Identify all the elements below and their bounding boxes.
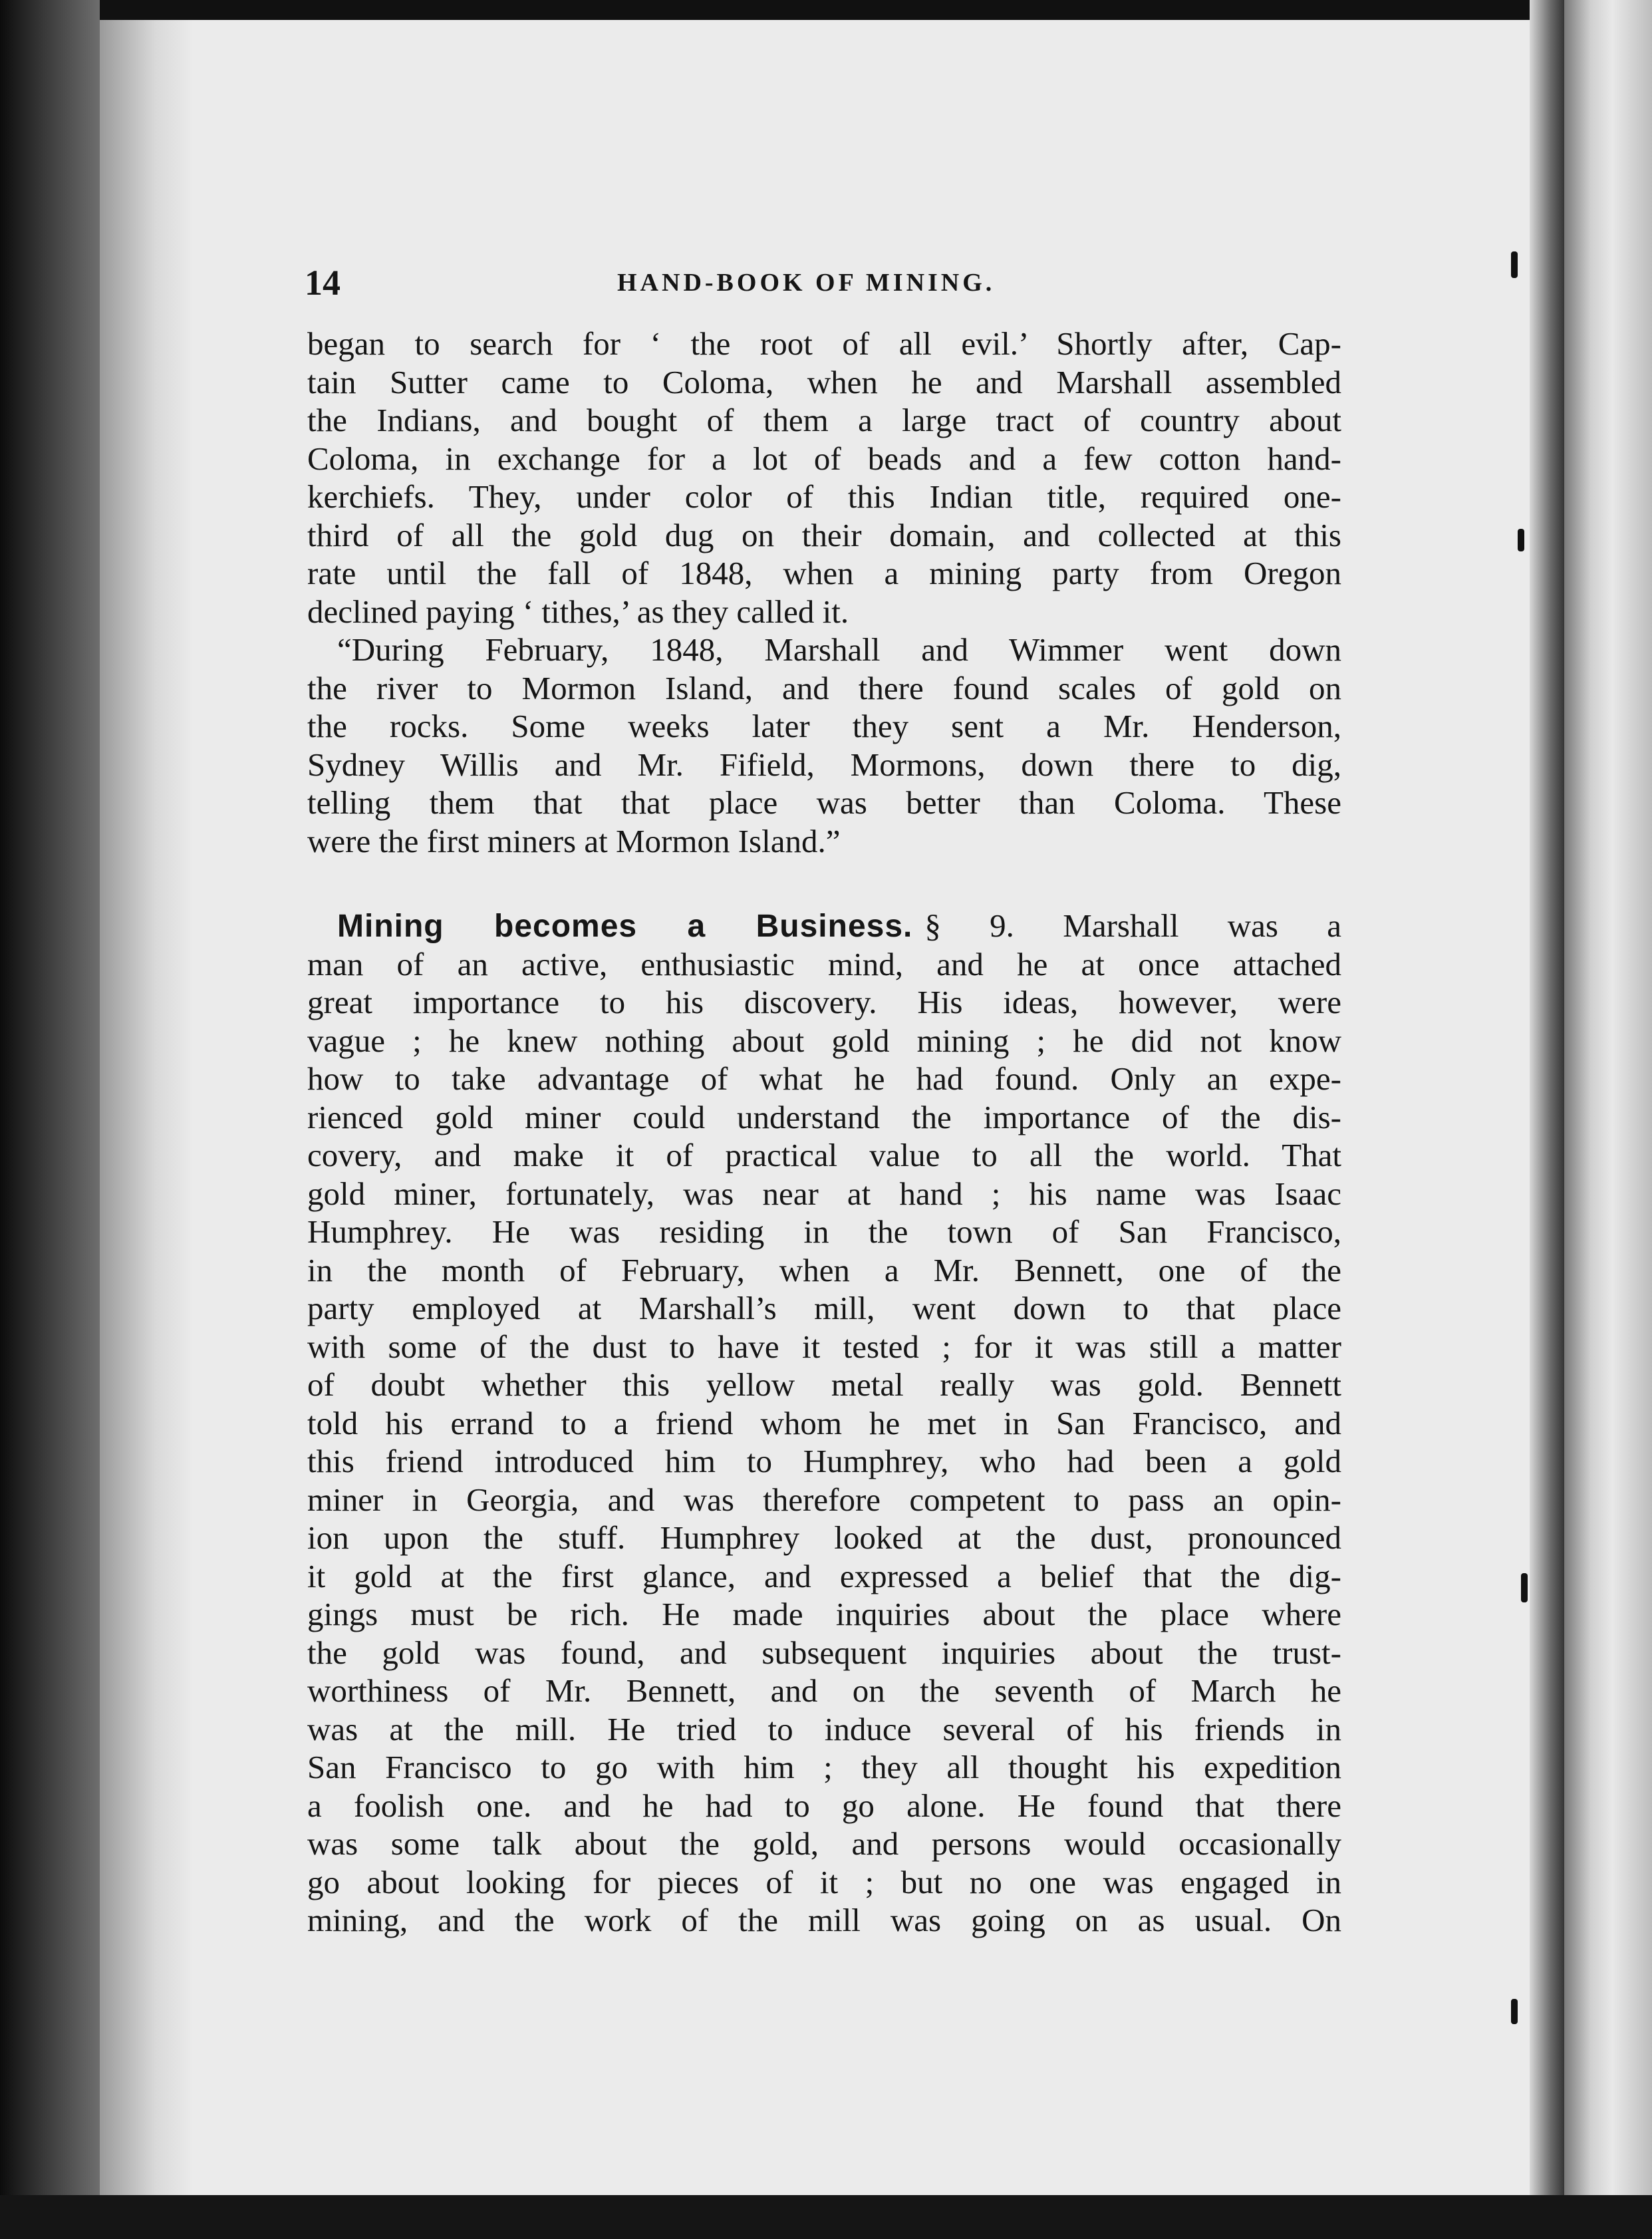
text-line: great importance to his discovery. His ideas, however, were: [307, 984, 1341, 1020]
text-line: mining, and the work of the mill was going on as usual. On: [307, 1902, 1341, 1938]
section-first-line: [307, 907, 1341, 945]
edge-mark: [1511, 251, 1518, 278]
paragraph-continued: [307, 325, 1341, 631]
text-line: miner in Georgia, and was therefore competent to pass an opin-: [307, 1481, 1341, 1518]
text-line: were the first miners at Mormon Island.”: [307, 822, 841, 859]
text-line: the gold was found, and subsequent inquiries about the trust-: [307, 1634, 1341, 1671]
text-line: Humphrey. He was residing in the town of San Francisco,: [307, 1213, 1341, 1250]
section-number: § 9.: [924, 907, 1014, 944]
text-line: tain Sutter came to Coloma, when he and Marshall assembled: [307, 363, 1341, 400]
section-title: Mining becomes a Business.: [337, 909, 913, 944]
text-line: began to search for ‘ the root of all evil.’ Shortly after, Cap-: [307, 325, 1341, 362]
text-line: rate until the fall of 1848, when a mining party from Oregon: [307, 555, 1341, 591]
scan-bottom-margin: [0, 2195, 1652, 2239]
section-spacer: [307, 860, 1341, 907]
text-line: man of an active, enthusiastic mind, and he at once attached: [307, 945, 1341, 982]
section-first-line-text: Marshall was a: [1063, 907, 1342, 944]
text-line: declined paying ‘ tithes,’ as they called it.: [307, 593, 849, 630]
edge-mark: [1518, 529, 1524, 551]
text-line: covery, and make it of practical value to all the world. That: [307, 1137, 1341, 1173]
page-header: [305, 259, 1342, 306]
text-line: “During February, 1848, Marshall and Wimmer went down: [337, 631, 1341, 668]
text-line: San Francisco to go with him ; they all thought his expedition: [307, 1749, 1341, 1785]
page-right-edge: [1530, 0, 1567, 2239]
text-line: gold miner, fortunately, was near at hand ; his name was Isaac: [307, 1175, 1341, 1212]
quoted-paragraph: [307, 631, 1341, 860]
text-line: the Indians, and bought of them a large tract of country about: [307, 402, 1341, 438]
text-line: Sydney Willis and Mr. Fifield, Mormons, down there to dig,: [307, 746, 1341, 783]
text-line: Coloma, in exchange for a lot of beads and a few cotton hand-: [307, 440, 1341, 477]
text-line: the rocks. Some weeks later they sent a Mr. Henderson,: [307, 708, 1341, 744]
scan-right-margin: [1564, 0, 1652, 2239]
text-line: vague ; he knew nothing about gold mining ; he did not know: [307, 1022, 1341, 1059]
text-line: was some talk about the gold, and persons would occasionally: [307, 1825, 1341, 1862]
text-line: ion upon the stuff. Humphrey looked at the dust, pronounced: [307, 1519, 1341, 1556]
text-line: the river to Mormon Island, and there found scales of gold on: [307, 669, 1341, 706]
text-line: this friend introduced him to Humphrey, who had been a gold: [307, 1443, 1341, 1479]
text-line: worthiness of Mr. Bennett, and on the seventh of March he: [307, 1672, 1341, 1709]
page-body: [307, 325, 1341, 1940]
text-line: third of all the gold dug on their domain, and collected at this: [307, 516, 1341, 553]
edge-mark: [1521, 1573, 1528, 1602]
page-gutter-shadow: [100, 20, 193, 2215]
text-line: gings must be rich. He made inquiries about the place where: [307, 1596, 1341, 1632]
text-line: told his errand to a friend whom he met in San Francisco, and: [307, 1404, 1341, 1441]
page-number: 14: [305, 263, 341, 303]
text-line: kerchiefs. They, under color of this Indian title, required one-: [307, 478, 1341, 515]
text-line: go about looking for pieces of it ; but no one was engaged in: [307, 1863, 1341, 1900]
text-line: party employed at Marshall’s mill, went down to that place: [307, 1290, 1341, 1326]
text-line: how to take advantage of what he had found. Only an expe-: [307, 1060, 1341, 1097]
text-line: a foolish one. and he had to go alone. He found that there: [307, 1787, 1341, 1824]
text-line: rienced gold miner could understand the importance of the dis-: [307, 1098, 1341, 1135]
running-title: HAND-BOOK OF MINING.: [617, 269, 996, 297]
text-line: it gold at the first glance, and expressed a belief that the dig-: [307, 1557, 1341, 1594]
scan-left-margin: [0, 0, 100, 2239]
text-line: was at the mill. He tried to induce several of his friends in: [307, 1710, 1341, 1747]
section-mining-becomes-business: [307, 907, 1341, 1940]
text-line: of doubt whether this yellow metal really was gold. Bennett: [307, 1366, 1341, 1403]
edge-mark: [1511, 1999, 1518, 2024]
text-line: in the month of February, when a Mr. Bennett, one of the: [307, 1251, 1341, 1288]
text-line: with some of the dust to have it tested ; for it was still a matter: [307, 1328, 1341, 1365]
text-line: telling them that that place was better than Coloma. These: [307, 784, 1341, 821]
